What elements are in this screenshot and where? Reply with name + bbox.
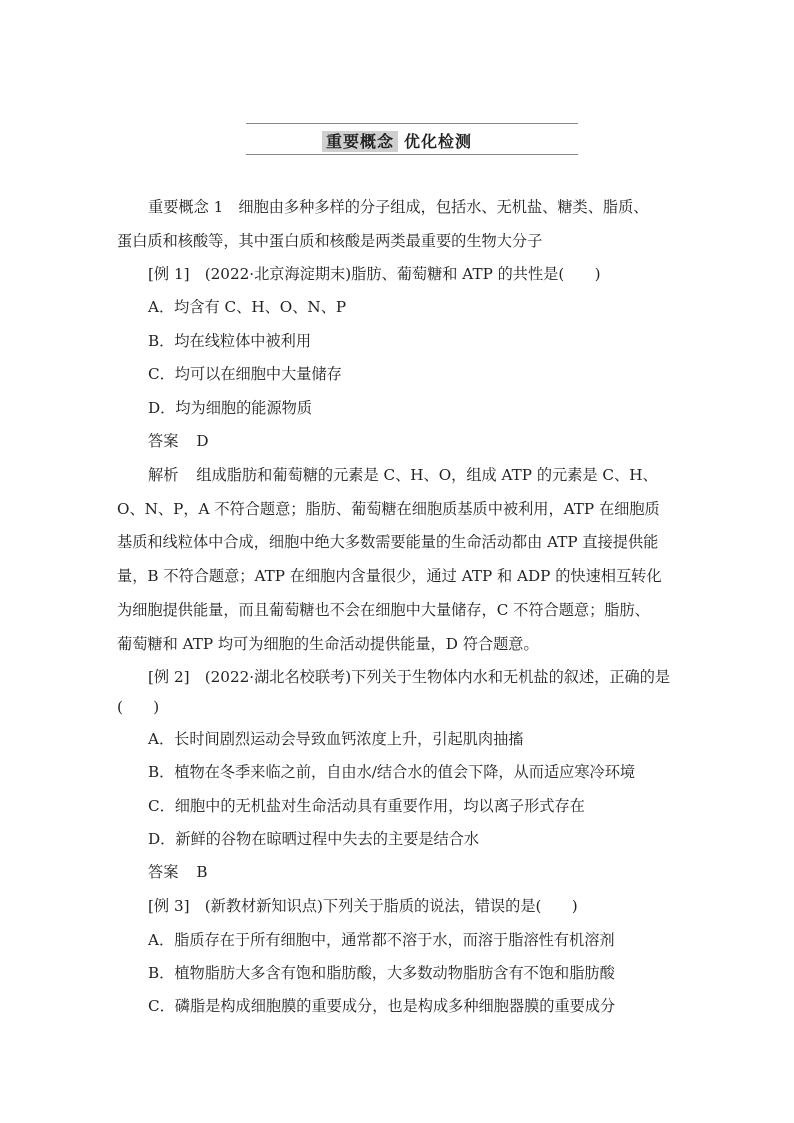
example-1-analysis-line-1 — [148, 465, 658, 485]
heading-box-label: 重要概念 — [322, 131, 398, 152]
example-3-option-b: B．植物脂肪大多含有饱和脂肪酸，大多数动物脂肪含有不饱和脂肪酸 — [148, 964, 615, 982]
example-1-option-a: A．均含有 C、H、O、N、P — [148, 298, 347, 316]
concept-1-line-1: 重要概念 1 细胞由多种多样的分子组成，包括水、无机盐、糖类、脂质、 — [148, 198, 649, 216]
example-3-option-c: C．磷脂是构成细胞膜的重要成分，也是构成多种细胞器膜的重要成分 — [148, 997, 616, 1015]
answer-value: D — [196, 432, 209, 450]
answer-label: 答案 — [148, 432, 179, 450]
section-heading — [0, 129, 794, 152]
example-2-stem-line-2: ( ) — [117, 698, 160, 716]
example-2-option-d: D．新鲜的谷物在晾晒过程中失去的主要是结合水 — [148, 830, 480, 848]
example-1-analysis-line-3: 基质和线粒体中合成，细胞中绝大多数需要能量的生命活动都由 ATP 直接提供能 — [117, 533, 659, 551]
header-rule-top — [246, 123, 578, 124]
example-3-stem: [例 3] (新教材新知识点)下列关于脂质的说法，错误的是( ) — [148, 897, 578, 915]
example-1-analysis-line-2: O、N、P，A 不符合题意；脂肪、葡萄糖在细胞质基质中被利用，ATP 在细胞质 — [117, 500, 660, 518]
example-1-option-c: C．均可以在细胞中大量储存 — [148, 365, 342, 383]
example-2-answer — [148, 862, 208, 882]
example-1-analysis-line-6: 葡萄糖和 ATP 均可为细胞的生命活动提供能量，D 符合题意。 — [117, 635, 539, 653]
example-2-stem-line-1: [例 2] (2022·湖北名校联考)下列关于生物体内水和无机盐的叙述，正确的是 — [148, 668, 671, 686]
example-1-stem: [例 1] (2022·北京海淀期末)脂肪、葡萄糖和 ATP 的共性是( ) — [148, 265, 601, 283]
example-1-option-b: B．均在线粒体中被利用 — [148, 332, 312, 350]
example-1-option-d: D．均为细胞的能源物质 — [148, 399, 313, 417]
example-2-option-a: A．长时间剧烈运动会导致血钙浓度上升，引起肌肉抽搐 — [148, 730, 524, 748]
example-1-analysis-line-5: 为细胞提供能量，而且葡萄糖也不会在细胞中大量储存，C 不符合题意；脂肪、 — [117, 601, 650, 619]
answer-label: 答案 — [148, 863, 179, 881]
example-1-answer — [148, 431, 209, 451]
example-1-analysis-line-4: 量，B 不符合题意；ATP 在细胞内含量很少，通过 ATP 和 ADP 的快速相互转化 — [117, 567, 662, 585]
answer-value: B — [196, 863, 208, 881]
example-3-option-a: A．脂质存在于所有细胞中，通常都不溶于水，而溶于脂溶性有机溶剂 — [148, 931, 615, 949]
example-2-option-c: C．细胞中的无机盐对生命活动具有重要作用，均以离子形式存在 — [148, 797, 585, 815]
example-2-option-b: B．植物在冬季来临之前，自由水/结合水的值会下降，从而适应寒冷环境 — [148, 763, 636, 781]
heading-title: 优化检测 — [404, 132, 473, 151]
concept-1-line-2: 蛋白质和核酸等，其中蛋白质和核酸是两类最重要的生物大分子 — [117, 232, 543, 250]
analysis-label: 解析 — [148, 466, 179, 484]
header-rule-bottom — [246, 154, 578, 155]
analysis-text: 组成脂肪和葡萄糖的元素是 C、H、O，组成 ATP 的元素是 C、H、 — [196, 466, 658, 484]
